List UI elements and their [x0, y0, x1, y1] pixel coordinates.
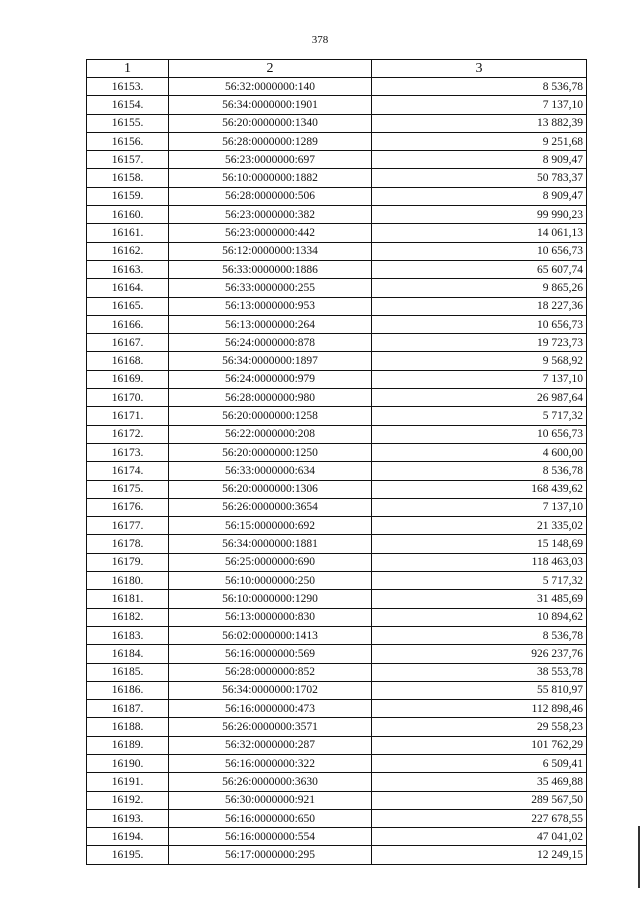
value-cell: 21 335,02	[372, 517, 587, 535]
row-number-cell: 16184.	[87, 645, 169, 663]
value-cell: 50 783,37	[372, 169, 587, 187]
cadastral-id-cell: 56:25:0000000:690	[169, 553, 372, 571]
row-number-cell: 16169.	[87, 370, 169, 388]
value-cell: 926 237,76	[372, 645, 587, 663]
cadastral-id-cell: 56:34:0000000:1702	[169, 681, 372, 699]
page-number: 378	[311, 34, 329, 46]
row-number-cell: 16158.	[87, 169, 169, 187]
cadastral-id-cell: 56:34:0000000:1901	[169, 96, 372, 114]
cadastral-id-cell: 56:13:0000000:264	[169, 315, 372, 333]
cadastral-id-cell: 56:10:0000000:1882	[169, 169, 372, 187]
table-row	[87, 370, 587, 388]
cadastral-id-cell: 56:20:0000000:1340	[169, 114, 372, 132]
value-cell: 10 894,62	[372, 608, 587, 626]
row-number-cell: 16171.	[87, 407, 169, 425]
value-cell: 29 558,23	[372, 718, 587, 736]
table-row	[87, 352, 587, 370]
cadastral-id-cell: 56:16:0000000:322	[169, 754, 372, 772]
cadastral-id-cell: 56:26:0000000:3571	[169, 718, 372, 736]
cadastral-id-cell: 56:34:0000000:1881	[169, 535, 372, 553]
value-cell: 5 717,32	[372, 572, 587, 590]
value-cell: 10 656,73	[372, 242, 587, 260]
value-cell: 15 148,69	[372, 535, 587, 553]
cadastral-id-cell: 56:16:0000000:650	[169, 809, 372, 827]
value-cell: 18 227,36	[372, 297, 587, 315]
row-number-cell: 16187.	[87, 700, 169, 718]
row-number-cell: 16160.	[87, 206, 169, 224]
value-cell: 10 656,73	[372, 425, 587, 443]
table-header-row	[87, 60, 587, 78]
value-cell: 112 898,46	[372, 700, 587, 718]
cadastral-id-cell: 56:15:0000000:692	[169, 517, 372, 535]
row-number-cell: 16182.	[87, 608, 169, 626]
table-row	[87, 590, 587, 608]
value-cell: 10 656,73	[372, 315, 587, 333]
table-row	[87, 535, 587, 553]
row-number-cell: 16162.	[87, 242, 169, 260]
table-row	[87, 572, 587, 590]
cadastral-id-cell: 56:23:0000000:697	[169, 151, 372, 169]
row-number-cell: 16190.	[87, 754, 169, 772]
row-number-cell: 16163.	[87, 260, 169, 278]
table-row	[87, 626, 587, 644]
row-number-cell: 16174.	[87, 462, 169, 480]
cadastral-id-cell: 56:34:0000000:1897	[169, 352, 372, 370]
row-number-cell: 16186.	[87, 681, 169, 699]
value-cell: 101 762,29	[372, 736, 587, 754]
table-row	[87, 315, 587, 333]
row-number-cell: 16185.	[87, 663, 169, 681]
table-row	[87, 151, 587, 169]
table-row	[87, 700, 587, 718]
table-row	[87, 608, 587, 626]
value-cell: 8 536,78	[372, 78, 587, 96]
table-row	[87, 480, 587, 498]
value-cell: 26 987,64	[372, 389, 587, 407]
value-cell: 7 137,10	[372, 370, 587, 388]
row-number-cell: 16177.	[87, 517, 169, 535]
table-row	[87, 718, 587, 736]
table-row	[87, 169, 587, 187]
cadastral-id-cell: 56:16:0000000:554	[169, 828, 372, 846]
cadastral-id-cell: 56:28:0000000:506	[169, 187, 372, 205]
value-cell: 14 061,13	[372, 224, 587, 242]
row-number-cell: 16195.	[87, 846, 169, 864]
table-row	[87, 260, 587, 278]
value-cell: 7 137,10	[372, 498, 587, 516]
row-number-cell: 16156.	[87, 132, 169, 150]
row-number-cell: 16183.	[87, 626, 169, 644]
table-body	[87, 78, 587, 865]
cadastral-id-cell: 56:17:0000000:295	[169, 846, 372, 864]
value-cell: 7 137,10	[372, 96, 587, 114]
cadastral-id-cell: 56:16:0000000:569	[169, 645, 372, 663]
value-cell: 4 600,00	[372, 443, 587, 461]
row-number-cell: 16188.	[87, 718, 169, 736]
row-number-cell: 16173.	[87, 443, 169, 461]
cadastral-id-cell: 56:20:0000000:1306	[169, 480, 372, 498]
cadastral-id-cell: 56:10:0000000:1290	[169, 590, 372, 608]
table-row	[87, 242, 587, 260]
value-cell: 9 865,26	[372, 279, 587, 297]
table-row	[87, 517, 587, 535]
value-cell: 13 882,39	[372, 114, 587, 132]
value-cell: 99 990,23	[372, 206, 587, 224]
cadastral-id-cell: 56:23:0000000:442	[169, 224, 372, 242]
table-row	[87, 791, 587, 809]
cadastral-id-cell: 56:13:0000000:953	[169, 297, 372, 315]
cadastral-id-cell: 56:33:0000000:634	[169, 462, 372, 480]
cadastral-id-cell: 56:28:0000000:980	[169, 389, 372, 407]
value-cell: 9 568,92	[372, 352, 587, 370]
cadastral-id-cell: 56:33:0000000:255	[169, 279, 372, 297]
row-number-cell: 16189.	[87, 736, 169, 754]
table-row	[87, 645, 587, 663]
table-row	[87, 498, 587, 516]
column-header-number: 1	[87, 60, 169, 78]
cadastral-id-cell: 56:24:0000000:878	[169, 334, 372, 352]
row-number-cell: 16164.	[87, 279, 169, 297]
table-row	[87, 96, 587, 114]
cadastral-id-cell: 56:24:0000000:979	[169, 370, 372, 388]
table-row	[87, 425, 587, 443]
row-number-cell: 16157.	[87, 151, 169, 169]
value-cell: 5 717,32	[372, 407, 587, 425]
row-number-cell: 16193.	[87, 809, 169, 827]
value-cell: 65 607,74	[372, 260, 587, 278]
cadastral-id-cell: 56:22:0000000:208	[169, 425, 372, 443]
table-row	[87, 297, 587, 315]
cadastral-value-table	[86, 59, 587, 865]
cadastral-id-cell: 56:26:0000000:3630	[169, 773, 372, 791]
row-number-cell: 16166.	[87, 315, 169, 333]
table-row	[87, 809, 587, 827]
table-row	[87, 78, 587, 96]
row-number-cell: 16161.	[87, 224, 169, 242]
table-row	[87, 846, 587, 864]
cadastral-id-cell: 56:23:0000000:382	[169, 206, 372, 224]
table-row	[87, 279, 587, 297]
table-row	[87, 828, 587, 846]
cadastral-id-cell: 56:32:0000000:287	[169, 736, 372, 754]
row-number-cell: 16192.	[87, 791, 169, 809]
column-header-cadastral-id: 2	[169, 60, 372, 78]
cadastral-id-cell: 56:12:0000000:1334	[169, 242, 372, 260]
cadastral-id-cell: 56:16:0000000:473	[169, 700, 372, 718]
column-header-value: 3	[372, 60, 587, 78]
value-cell: 8 909,47	[372, 151, 587, 169]
row-number-cell: 16153.	[87, 78, 169, 96]
cadastral-id-cell: 56:13:0000000:830	[169, 608, 372, 626]
cadastral-id-cell: 56:20:0000000:1250	[169, 443, 372, 461]
value-cell: 47 041,02	[372, 828, 587, 846]
table-row	[87, 132, 587, 150]
row-number-cell: 16165.	[87, 297, 169, 315]
row-number-cell: 16178.	[87, 535, 169, 553]
value-cell: 6 509,41	[372, 754, 587, 772]
row-number-cell: 16180.	[87, 572, 169, 590]
value-cell: 227 678,55	[372, 809, 587, 827]
table-row	[87, 681, 587, 699]
value-cell: 118 463,03	[372, 553, 587, 571]
row-number-cell: 16159.	[87, 187, 169, 205]
table-row	[87, 389, 587, 407]
value-cell: 35 469,88	[372, 773, 587, 791]
value-cell: 8 536,78	[372, 462, 587, 480]
table-row	[87, 736, 587, 754]
table-row	[87, 334, 587, 352]
cadastral-id-cell: 56:32:0000000:140	[169, 78, 372, 96]
row-number-cell: 16168.	[87, 352, 169, 370]
cadastral-id-cell: 56:02:0000000:1413	[169, 626, 372, 644]
table-row	[87, 187, 587, 205]
cadastral-id-cell: 56:20:0000000:1258	[169, 407, 372, 425]
table-row	[87, 754, 587, 772]
row-number-cell: 16170.	[87, 389, 169, 407]
table-row	[87, 206, 587, 224]
row-number-cell: 16191.	[87, 773, 169, 791]
value-cell: 19 723,73	[372, 334, 587, 352]
cadastral-id-cell: 56:33:0000000:1886	[169, 260, 372, 278]
table-row	[87, 407, 587, 425]
row-number-cell: 16194.	[87, 828, 169, 846]
row-number-cell: 16154.	[87, 96, 169, 114]
row-number-cell: 16181.	[87, 590, 169, 608]
row-number-cell: 16175.	[87, 480, 169, 498]
row-number-cell: 16179.	[87, 553, 169, 571]
value-cell: 168 439,62	[372, 480, 587, 498]
table-row	[87, 773, 587, 791]
cadastral-id-cell: 56:26:0000000:3654	[169, 498, 372, 516]
table-row	[87, 224, 587, 242]
row-number-cell: 16176.	[87, 498, 169, 516]
value-cell: 12 249,15	[372, 846, 587, 864]
value-cell: 8 536,78	[372, 626, 587, 644]
row-number-cell: 16155.	[87, 114, 169, 132]
table-row	[87, 443, 587, 461]
cadastral-id-cell: 56:30:0000000:921	[169, 791, 372, 809]
value-cell: 8 909,47	[372, 187, 587, 205]
cadastral-id-cell: 56:28:0000000:1289	[169, 132, 372, 150]
table-row	[87, 114, 587, 132]
row-number-cell: 16172.	[87, 425, 169, 443]
value-cell: 38 553,78	[372, 663, 587, 681]
cadastral-id-cell: 56:28:0000000:852	[169, 663, 372, 681]
value-cell: 31 485,69	[372, 590, 587, 608]
value-cell: 9 251,68	[372, 132, 587, 150]
table-row	[87, 462, 587, 480]
value-cell: 55 810,97	[372, 681, 587, 699]
row-number-cell: 16167.	[87, 334, 169, 352]
table-row	[87, 553, 587, 571]
table-row	[87, 663, 587, 681]
value-cell: 289 567,50	[372, 791, 587, 809]
cadastral-id-cell: 56:10:0000000:250	[169, 572, 372, 590]
